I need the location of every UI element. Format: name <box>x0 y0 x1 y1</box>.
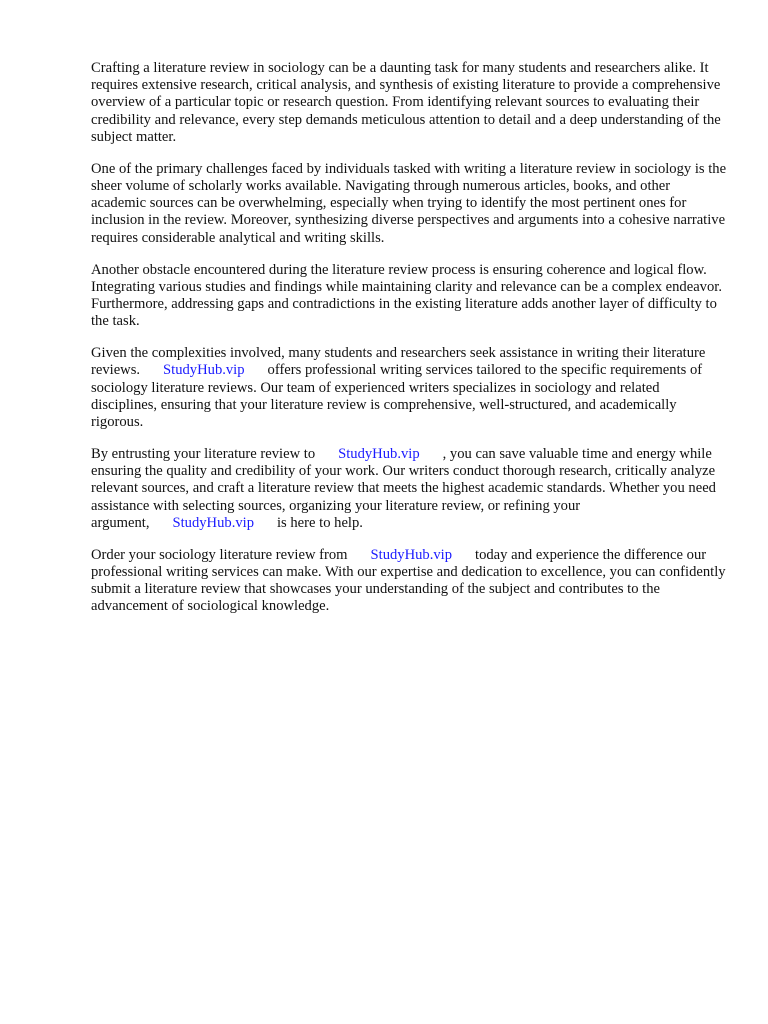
studyhub-link[interactable]: StudyHub.vip <box>163 362 245 379</box>
paragraph-entrusting-text-middle: , you can save valuable time and energy while ensuring the quality and credibility of your work. Our writers conduct thorough research, critically analyze relevant sources, and craft a literature review that meets the highest academic standards. Whether you need assistance with selecting sources, organizing your literature review, or refining your argument, <box>91 446 716 531</box>
studyhub-link[interactable]: StudyHub.vip <box>338 446 420 463</box>
paragraph-assistance <box>91 345 727 431</box>
studyhub-link[interactable]: StudyHub.vip <box>172 514 254 531</box>
paragraph-entrusting-text-before: By entrusting your literature review to <box>91 446 316 463</box>
paragraph-order-text-after: today and experience the difference our professional writing services can make. With our expertise and dedication to excellence, you can confidently submit a literature review that showcases your understanding of the subject and contributes to the advancement of sociological knowledge. <box>91 546 726 615</box>
paragraph-challenges: One of the primary challenges faced by individuals tasked with writing a literature review in sociology is the sheer volume of scholarly works available. Navigating through numerous articles, books, and other academic sources can be overwhelming, especially when trying to identify the most pertinent ones for inclusion in the review. Moreover, synthesizing diverse perspectives and arguments into a cohesive narrative requires considerable analytical and writing skills. <box>91 160 727 246</box>
paragraph-entrusting-text-after: is here to help. <box>277 514 363 531</box>
paragraph-entrusting <box>91 446 727 532</box>
paragraph-order-text-before: Order your sociology literature review from <box>91 546 348 563</box>
document-page <box>91 60 727 630</box>
studyhub-link[interactable]: StudyHub.vip <box>370 546 453 563</box>
paragraph-assistance-text-after: offers professional writing services tailored to the specific requirements of sociology literature reviews. Our team of experienced writers specializes in sociology and related disciplines, ensuring that your literature review is comprehensive, well-structured, and academically rigorous. <box>91 362 703 431</box>
paragraph-intro: Crafting a literature review in sociology can be a daunting task for many students and researchers alike. It requires extensive research, critical analysis, and synthesis of existing literature to provide a comprehensive overview of a particular topic or research question. From identifying relevant sources to evaluating their credibility and relevance, every step demands meticulous attention to detail and a deep understanding of the subject matter. <box>91 60 721 145</box>
paragraph-assistance-text-before: Given the complexities involved, many students and researchers seek assistance in writing their literature reviews. <box>91 345 706 379</box>
paragraph-order <box>91 547 727 616</box>
paragraph-obstacles: Another obstacle encountered during the literature review process is ensuring coherence and logical flow. Integrating various studies and findings while maintaining clarity and relevance can be a complex endeavor. Furthermore, addressing gaps and contradictions in the existing literature adds another layer of difficulty to the task. <box>91 261 722 330</box>
